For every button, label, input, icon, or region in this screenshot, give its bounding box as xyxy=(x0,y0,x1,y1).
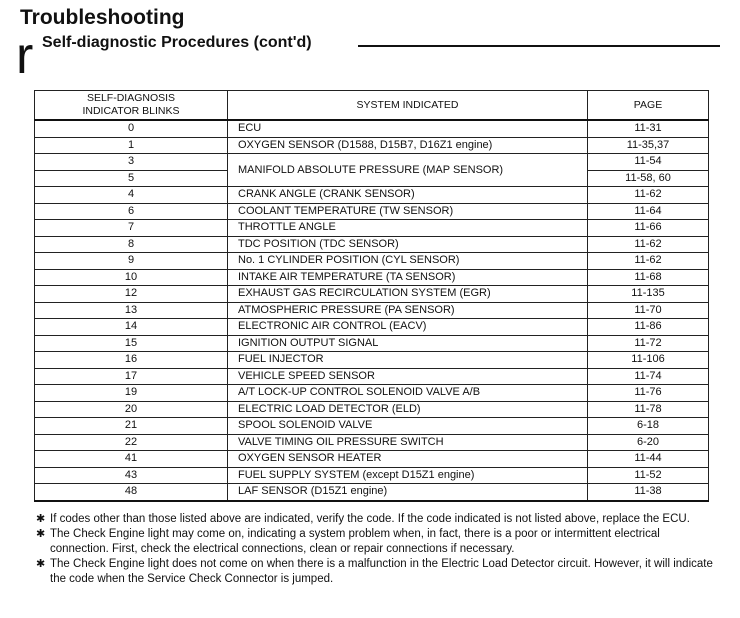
bullet-icon: ✱ xyxy=(36,558,46,570)
page-cell: 11-54 xyxy=(588,154,709,171)
blink-code-cell: 12 xyxy=(35,286,228,303)
blink-code-cell: 4 xyxy=(35,187,228,204)
system-cell: EXHAUST GAS RECIRCULATION SYSTEM (EGR) xyxy=(228,286,588,303)
note-item xyxy=(36,557,716,587)
table-row xyxy=(35,484,709,501)
table-row xyxy=(35,319,709,336)
table-row xyxy=(35,368,709,385)
page-cell: 11-72 xyxy=(588,335,709,352)
system-cell: CRANK ANGLE (CRANK SENSOR) xyxy=(228,187,588,204)
table-row xyxy=(35,120,709,137)
table-row xyxy=(35,187,709,204)
table-row xyxy=(35,253,709,270)
subtitle-rule xyxy=(358,45,720,47)
table-row xyxy=(35,401,709,418)
blink-code-cell: 5 xyxy=(35,170,228,187)
table-row xyxy=(35,385,709,402)
page-cell: 11-86 xyxy=(588,319,709,336)
page-cell: 11-52 xyxy=(588,467,709,484)
blink-code-cell: 16 xyxy=(35,352,228,369)
blink-code-cell: 8 xyxy=(35,236,228,253)
blink-code-cell: 43 xyxy=(35,467,228,484)
page-cell: 11-78 xyxy=(588,401,709,418)
system-cell: MANIFOLD ABSOLUTE PRESSURE (MAP SENSOR) xyxy=(228,154,588,187)
page-cell: 11-58, 60 xyxy=(588,170,709,187)
table-row xyxy=(35,302,709,319)
page-cell: 11-64 xyxy=(588,203,709,220)
page-cell: 11-106 xyxy=(588,352,709,369)
blink-code-cell: 19 xyxy=(35,385,228,402)
table-row xyxy=(35,269,709,286)
blink-code-cell: 13 xyxy=(35,302,228,319)
system-cell: INTAKE AIR TEMPERATURE (TA SENSOR) xyxy=(228,269,588,286)
page-cell: 6-18 xyxy=(588,418,709,435)
system-cell: No. 1 CYLINDER POSITION (CYL SENSOR) xyxy=(228,253,588,270)
note-item xyxy=(36,527,716,557)
system-cell: ECU xyxy=(228,120,588,137)
page-cell: 11-74 xyxy=(588,368,709,385)
page-cell: 11-62 xyxy=(588,253,709,270)
page-cell: 11-68 xyxy=(588,269,709,286)
page-cell: 11-62 xyxy=(588,236,709,253)
page-cell: 11-66 xyxy=(588,220,709,237)
table-row xyxy=(35,286,709,303)
system-cell: THROTTLE ANGLE xyxy=(228,220,588,237)
table-row xyxy=(35,352,709,369)
page-title: Troubleshooting xyxy=(20,6,185,29)
table-row xyxy=(35,467,709,484)
system-cell: FUEL SUPPLY SYSTEM (except D15Z1 engine) xyxy=(228,467,588,484)
page-cell: 11-135 xyxy=(588,286,709,303)
notes-section xyxy=(36,512,716,587)
page-cell: 11-44 xyxy=(588,451,709,468)
column-header-page: PAGE xyxy=(588,91,709,121)
system-cell: A/T LOCK-UP CONTROL SOLENOID VALVE A/B xyxy=(228,385,588,402)
table-row xyxy=(35,137,709,154)
column-header-system: SYSTEM INDICATED xyxy=(228,91,588,121)
blink-code-cell: 9 xyxy=(35,253,228,270)
page-cell: 11-70 xyxy=(588,302,709,319)
table-row xyxy=(35,220,709,237)
system-cell: OXYGEN SENSOR (D1588, D15B7, D16Z1 engine) xyxy=(228,137,588,154)
diagnosis-table xyxy=(34,90,709,502)
bullet-icon: ✱ xyxy=(36,528,46,540)
blink-code-cell: 3 xyxy=(35,154,228,171)
blink-code-cell: 0 xyxy=(35,120,228,137)
blink-code-cell: 21 xyxy=(35,418,228,435)
page-cell: 11-62 xyxy=(588,187,709,204)
blink-code-cell: 41 xyxy=(35,451,228,468)
system-cell: SPOOL SOLENOID VALVE xyxy=(228,418,588,435)
section-subtitle: Self-diagnostic Procedures (cont'd) xyxy=(42,34,312,51)
blink-code-cell: 20 xyxy=(35,401,228,418)
table-row xyxy=(35,154,709,171)
page-cell: 11-35,37 xyxy=(588,137,709,154)
table-body xyxy=(35,120,709,501)
system-cell: ATMOSPHERIC PRESSURE (PA SENSOR) xyxy=(228,302,588,319)
table-row xyxy=(35,203,709,220)
system-cell: ELECTRIC LOAD DETECTOR (ELD) xyxy=(228,401,588,418)
system-cell: COOLANT TEMPERATURE (TW SENSOR) xyxy=(228,203,588,220)
system-cell: LAF SENSOR (D15Z1 engine) xyxy=(228,484,588,501)
system-cell: IGNITION OUTPUT SIGNAL xyxy=(228,335,588,352)
note-text: The Check Engine light may come on, indicating a system problem when, in fact, there is a poor or intermittent electrical connection. First, check the electrical connections, clean or repair connections if necessary. xyxy=(50,528,660,555)
page-cell: 11-38 xyxy=(588,484,709,501)
system-cell: OXYGEN SENSOR HEATER xyxy=(228,451,588,468)
blink-code-cell: 17 xyxy=(35,368,228,385)
system-cell: ELECTRONIC AIR CONTROL (EACV) xyxy=(228,319,588,336)
system-cell: TDC POSITION (TDC SENSOR) xyxy=(228,236,588,253)
blink-code-cell: 1 xyxy=(35,137,228,154)
note-item xyxy=(36,512,716,527)
note-text: If codes other than those listed above are indicated, verify the code. If the code indicated is not listed above, replace the ECU. xyxy=(50,513,690,525)
section-mark: r xyxy=(16,27,34,85)
table-row xyxy=(35,451,709,468)
system-cell: VEHICLE SPEED SENSOR xyxy=(228,368,588,385)
page-cell: 6-20 xyxy=(588,434,709,451)
page-cell: 11-76 xyxy=(588,385,709,402)
blink-code-cell: 14 xyxy=(35,319,228,336)
blink-code-cell: 10 xyxy=(35,269,228,286)
blink-code-cell: 48 xyxy=(35,484,228,501)
table-row xyxy=(35,335,709,352)
table-row xyxy=(35,418,709,435)
column-header-blinks: SELF-DIAGNOSIS INDICATOR BLINKS xyxy=(35,91,228,121)
page-cell: 11-31 xyxy=(588,120,709,137)
note-text: The Check Engine light does not come on when there is a malfunction in the Electric Load Detector circuit. However, it will indicate the code when the Service Check Connector is jumped. xyxy=(50,558,713,585)
bullet-icon: ✱ xyxy=(36,513,46,525)
table-header-row xyxy=(35,91,709,121)
blink-code-cell: 22 xyxy=(35,434,228,451)
table-row xyxy=(35,434,709,451)
blink-code-cell: 6 xyxy=(35,203,228,220)
system-cell: VALVE TIMING OIL PRESSURE SWITCH xyxy=(228,434,588,451)
blink-code-cell: 7 xyxy=(35,220,228,237)
system-cell: FUEL INJECTOR xyxy=(228,352,588,369)
blink-code-cell: 15 xyxy=(35,335,228,352)
table-row xyxy=(35,236,709,253)
